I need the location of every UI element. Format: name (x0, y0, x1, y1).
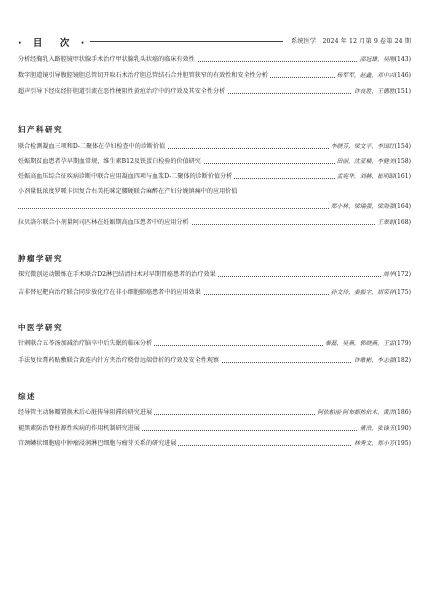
toc-entry-continuation[interactable] (18, 202, 415, 212)
entry-byline: 王翠娟(168) (377, 219, 411, 226)
toc-entry[interactable] (18, 270, 415, 280)
entry-authors: 董浩，张锋玉 (359, 426, 395, 432)
entry-title: 联合检测凝血三项和D-二聚体在孕妇检查中的诊断价值 (18, 143, 166, 150)
entry-byline: 许歌彬，李志强(182) (353, 357, 411, 364)
toc-entry[interactable] (18, 424, 415, 434)
entry-authors: 杨军军，赵鑫，邓中兴 (336, 73, 395, 79)
entry-authors: 邵冠雄，吴刚 (359, 57, 395, 63)
entry-page: 161 (396, 173, 409, 180)
entry-byline: 田丽，沈亚楠，李健美(158) (336, 158, 411, 165)
entry-authors: 孟宪华，刘赫，崔明昭 (336, 174, 395, 180)
section-title-review: 综述 (18, 392, 36, 401)
entry-byline: 阿依帕丽·阿布都热依木，黄洪(186) (317, 409, 411, 416)
toc-entry-title-line[interactable] (18, 187, 415, 197)
entry-page: 164 (396, 203, 409, 210)
entry-authors: 郑小林，梁瑞强，梁海强 (330, 204, 395, 210)
toc-entry[interactable] (18, 172, 415, 182)
page-header (18, 35, 415, 49)
section-title-oncology: 肿瘤学研究 (18, 254, 63, 263)
entry-byline: 杨军军，赵鑫，邓中兴(146) (336, 72, 411, 79)
entry-byline: 林秀文，郑小芳(195) (353, 440, 411, 447)
entry-byline: 秦磊，吴燕，郭晓燕，王雷(179) (325, 340, 411, 347)
entry-title: 宫颈鳞状细胞癌中肿瘤浸润淋巴细胞与瘤芽关系的研究进展 (18, 440, 177, 447)
header-rule (90, 41, 283, 42)
entry-title: 超声引导下经皮经肝胆道引流在恶性梗阻性黄疸治疗中的疗效及其安全性分析 (18, 88, 226, 95)
entry-authors: 李晓芬，梁文平，李国红 (330, 144, 395, 150)
entry-byline: 邵冠雄，吴刚(143) (359, 56, 411, 63)
entry-title: 妊娠期贫血患者孕早期血常规，维生素B12及铁蛋白检验的价值研究 (18, 158, 201, 165)
entry-title: 褪黑素防治脊柱源性疾病的作用机制研究进展 (18, 425, 140, 432)
entry-page: 175 (396, 289, 409, 296)
toc-entry[interactable] (18, 439, 415, 449)
toc-entry[interactable] (18, 87, 415, 97)
entry-title: 手法复位膏药贴敷联合黄连内针方夹治疗桡骨远端骨折的疗效及安全性观察 (18, 357, 220, 364)
section-title-tcm: 中医学研究 (18, 323, 63, 332)
entry-page: 190 (396, 425, 409, 432)
toc-entry[interactable] (18, 157, 415, 167)
entry-byline: 孙文玲，姜振宇，胡荣祥(175) (330, 289, 411, 296)
entry-authors: 许良胜，王德胜 (353, 89, 395, 95)
entry-page: 151 (396, 88, 409, 95)
entry-title: 妊娠高血压综合征疾病诊断中联合应用凝血四项与血浆D-二聚体的诊断价值分析 (18, 173, 233, 180)
toc-entry[interactable] (18, 288, 415, 298)
entry-page: 182 (396, 357, 409, 364)
toc-entry[interactable] (18, 71, 415, 81)
entry-title: 数字胆道镜引导腹腔镜胆总管切开取石术治疗胆总管结石合并胆管狭窄的有效性和安全性分析 (18, 72, 268, 79)
entry-byline: 李晓芬，梁文平，李国红(154) (330, 143, 411, 150)
entry-page: 143 (396, 56, 409, 63)
entry-page: 168 (396, 219, 409, 226)
toc-entry[interactable] (18, 356, 415, 366)
entry-byline: 周华(172) (382, 271, 411, 278)
toc-label: · 目 次 · (18, 38, 89, 49)
entry-authors: 周华 (382, 272, 395, 278)
entry-title: 拉贝洛尔联合小剂量阿司匹林在妊娠期高血压患者中的应用分析 (18, 219, 189, 226)
entry-authors: 孙文玲，姜振宇，胡荣祥 (330, 290, 395, 296)
toc-entry[interactable] (18, 142, 415, 152)
entry-authors: 王翠娟 (377, 220, 395, 226)
entry-page: 195 (396, 440, 409, 447)
entry-page: 158 (396, 158, 409, 165)
entry-title: 分析经胸乳入路腔镜甲状腺手术治疗甲状腺乳头状癌的临床有效性 (18, 56, 195, 63)
entry-page: 146 (396, 72, 409, 79)
entry-byline: 孟宪华，刘赫，崔明昭(161) (336, 173, 411, 180)
entry-authors: 秦磊，吴燕，郭晓燕，王雷 (325, 341, 395, 347)
entry-authors: 许歌彬，李志强 (353, 358, 395, 364)
entry-authors: 阿依帕丽·阿布都热依木，黄洪 (317, 410, 395, 416)
toc-entry[interactable] (18, 408, 415, 418)
entry-byline: 郑小林，梁瑞强，梁海强(164) (330, 203, 411, 210)
entry-title: 吉非替尼靶向治疗联合同步放化疗在非小细胞肺癌患者中的应用效果 (18, 289, 201, 296)
entry-page: 172 (396, 271, 409, 278)
entry-title: 针刺联合五苓汤加减治疗脑卒中后失眠的临床分析 (18, 340, 153, 347)
entry-byline: 董浩，张锋玉(190) (359, 425, 411, 432)
entry-page: 186 (396, 409, 409, 416)
section-title-obstetrics: 妇产科研究 (18, 125, 63, 134)
journal-info: 系统医学 2024 年 12 月第 9 卷第 24 期 (291, 38, 411, 45)
entry-byline: 许良胜，王德胜(151) (353, 88, 411, 95)
entry-authors: 林秀文，郑小芳 (353, 441, 395, 447)
entry-authors: 田丽，沈亚楠，李健美 (336, 159, 395, 165)
entry-title: 小剂量低浓度罗哌卡因复合右美托咪定腰硬联合麻醉在产妇分娩镇痛中的应用价值 (18, 188, 238, 195)
toc-entry[interactable] (18, 339, 415, 349)
toc-entry[interactable] (18, 55, 415, 65)
entry-title: 探究微创运动锻炼在手术联合D2淋巴结清扫术对早期胃癌患者的治疗效果 (18, 271, 216, 278)
entry-page: 154 (396, 143, 409, 150)
toc-entry[interactable] (18, 218, 415, 228)
entry-title: 经导管主动脉瓣置换术后心脏传导阻滞的研究进展 (18, 409, 153, 416)
entry-page: 179 (396, 340, 409, 347)
